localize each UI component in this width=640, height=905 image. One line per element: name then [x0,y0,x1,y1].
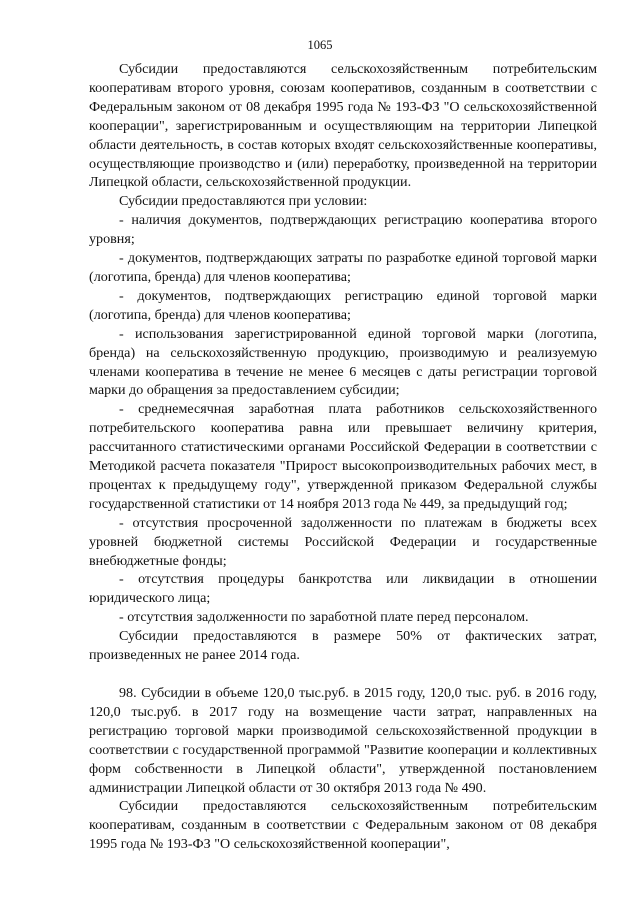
condition-item: - среднемесячная заработная плата работников сельскохозяйственного потребительского кооператива равна или превышает величину критерия, рассчитанного статистическими органами Российской Федерации в соответствии с Методикой расчета показателя "Прирост высокопроизводительных рабочих мест, в процентах к предыдущему году", утвержденной приказом Федеральной службы государственной статистики от 14 ноября 2013 года № 449, за предыдущий год; [89,401,597,512]
paragraph-conditions-intro: Субсидии предоставляются при условии: [119,193,368,210]
condition-item: - наличия документов, подтверждающих регистрацию кооператива второго уровня; [89,212,597,248]
section-gap [89,665,597,684]
paragraph-subsidy-amount: Субсидии предоставляются в размере 50% от фактических затрат, произведенных не ранее 2014 года. [89,628,597,664]
paragraph-eligibility: Субсидии предоставляются сельскохозяйственным потребительским кооперативам второго уровня, союзам кооперативов, созданным в соответствии с Федеральным законом от 08 декабря 1995 года № 193-ФЗ "О сельскохозяйственной кооперации", зарегистрированным и осуществляющим на территории Липецкой области деятельность, в состав которых входят сельскохозяйственные кооперативы, осуществляющие производство и (или) переработку, произведенной на территории Липецкой области, сельскохозяйственной продукции. [89,61,597,191]
condition-item: - документов, подтверждающих регистрацию единой торговой марки (логотипа, бренда) для членов кооператива; [89,287,597,323]
condition-item: - отсутствия просроченной задолженности по платежам в бюджеты всех уровней бюджетной системы Российской Федерации и государственные внебюджетные фонды; [89,514,597,569]
condition-item: - документов, подтверждающих затраты по разработке единой торговой марки (логотипа, бренда) для членов кооператива; [89,250,597,285]
page-number: 1065 [307,38,333,52]
condition-item: - отсутствия задолженности по заработной плате перед персоналом. [119,609,529,626]
paragraph-item-98-eligibility: Субсидии предоставляются сельскохозяйственным потребительским кооперативам, созданным в соответствии с Федеральным законом от 08 декабря 1995 года № 193-ФЗ "О сельскохозяйственной кооперации", [89,798,597,853]
condition-item: - использования зарегистрированной единой торговой марки (логотипа, бренда) на сельскохозяйственную продукцию, производимую и реализуемую членами кооператива в течение не менее 6 месяцев с даты регистрации торговой марки до обращения за предоставлением субсидии; [89,325,597,399]
condition-item: - отсутствия процедуры банкротства или ликвидации в отношении юридического лица; [89,571,597,607]
document-body [89,60,597,854]
paragraph-item-98: 98. Субсидии в объеме 120,0 тыс.руб. в 2015 году, 120,0 тыс. руб. в 2016 году, 120,0 тыс.руб. в 2017 году на возмещение части затрат, направленных на регистрацию торговой марки производимой сельскохозяйственной продукции в соответствии с государственной программой "Развитие кооперации и коллективных форм собственности в Липецкой области", утвержденной постановлением администрации Липецкой области от 30 октября 2013 года № 490. [89,685,597,796]
